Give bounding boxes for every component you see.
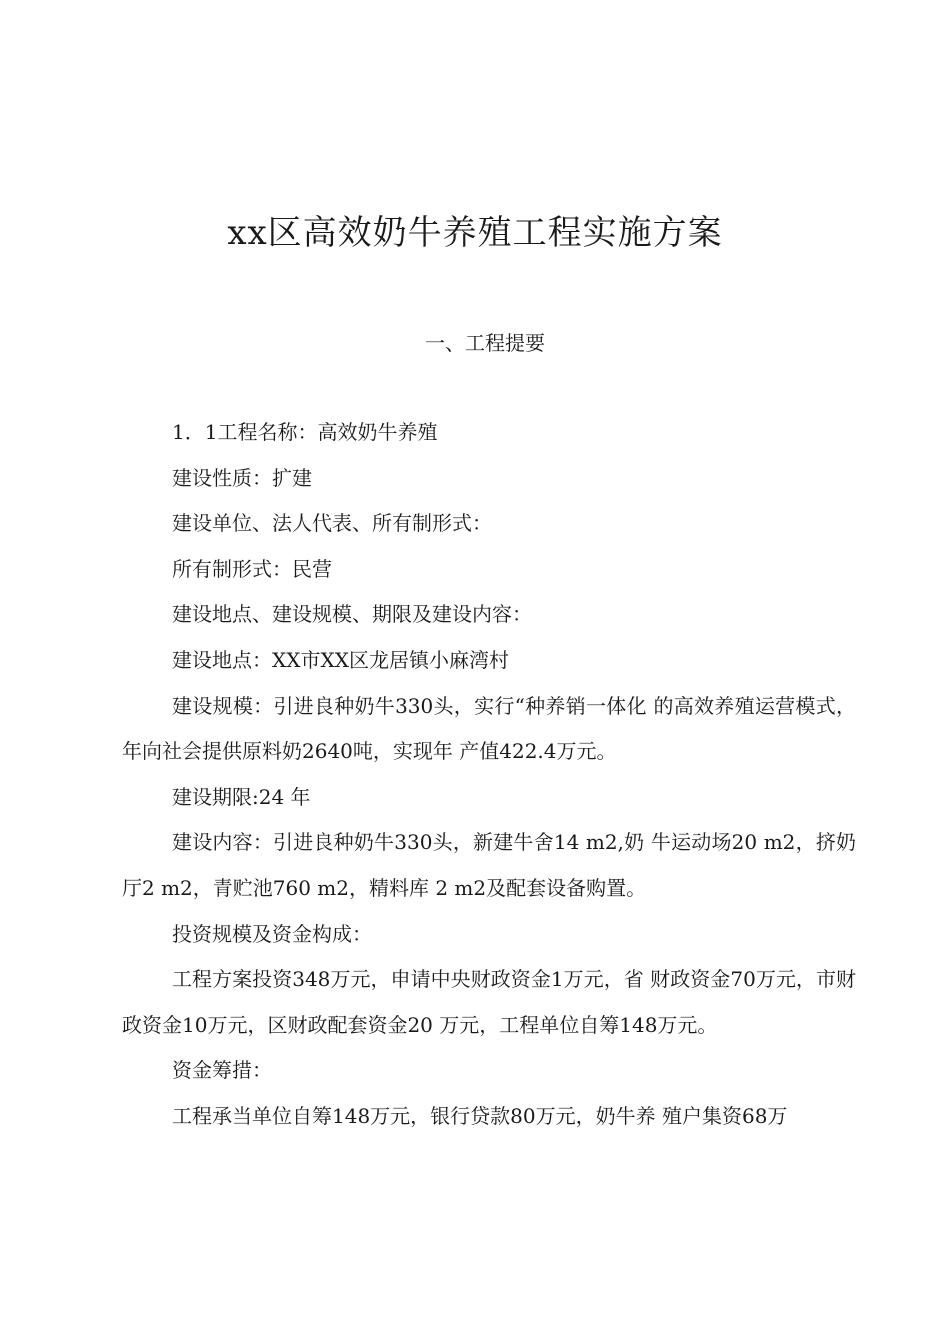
paragraph-period: 建设期限:24 年 <box>172 784 311 809</box>
paragraph-construction-unit: 建设单位、法人代表、所有制形式： <box>172 511 492 536</box>
document-body <box>122 410 856 1140</box>
paragraph-location: 建设地点：XX市XX区龙居镇小麻湾村 <box>172 647 509 672</box>
paragraph-scale: 建设规模：引进良种奶牛330头，实行“种养销一体化 的高效养殖运营模式，年向社会提供原料奶2640吨，实现年 产值422.4万元。 <box>122 693 856 764</box>
document-title: xx区高效奶牛养殖工程实施方案 <box>227 213 723 253</box>
paragraph-investment: 工程方案投资348万元，申请中央财政资金1万元，省 财政资金70万元，市财政资金10万元，区财政配套资金20 万元，工程单位自筹148万元。 <box>122 967 856 1037</box>
paragraph-funding-heading: 资金筹措： <box>172 1058 272 1083</box>
section-heading: 一、工程提要 <box>425 331 545 355</box>
paragraph-funding: 工程承当单位自筹148万元，银行贷款80万元，奶牛养 殖户集资68万 <box>172 1103 788 1128</box>
paragraph-construction-nature: 建设性质：扩建 <box>172 465 312 490</box>
paragraph-project-name: 1．1工程名称：高效奶牛养殖 <box>172 420 438 444</box>
paragraph-content: 建设内容：引进良种奶牛330头，新建牛舍14 m2,奶 牛运动场20 m2，挤奶厅2 m2，青贮池760 m2，精料库 2 m2及配套设备购置。 <box>122 830 856 900</box>
paragraph-ownership: 所有制形式：民营 <box>172 556 332 581</box>
paragraph-investment-heading: 投资规模及资金构成： <box>172 921 372 946</box>
paragraph-location-scale-heading: 建设地点、建设规模、期限及建设内容： <box>172 602 532 627</box>
